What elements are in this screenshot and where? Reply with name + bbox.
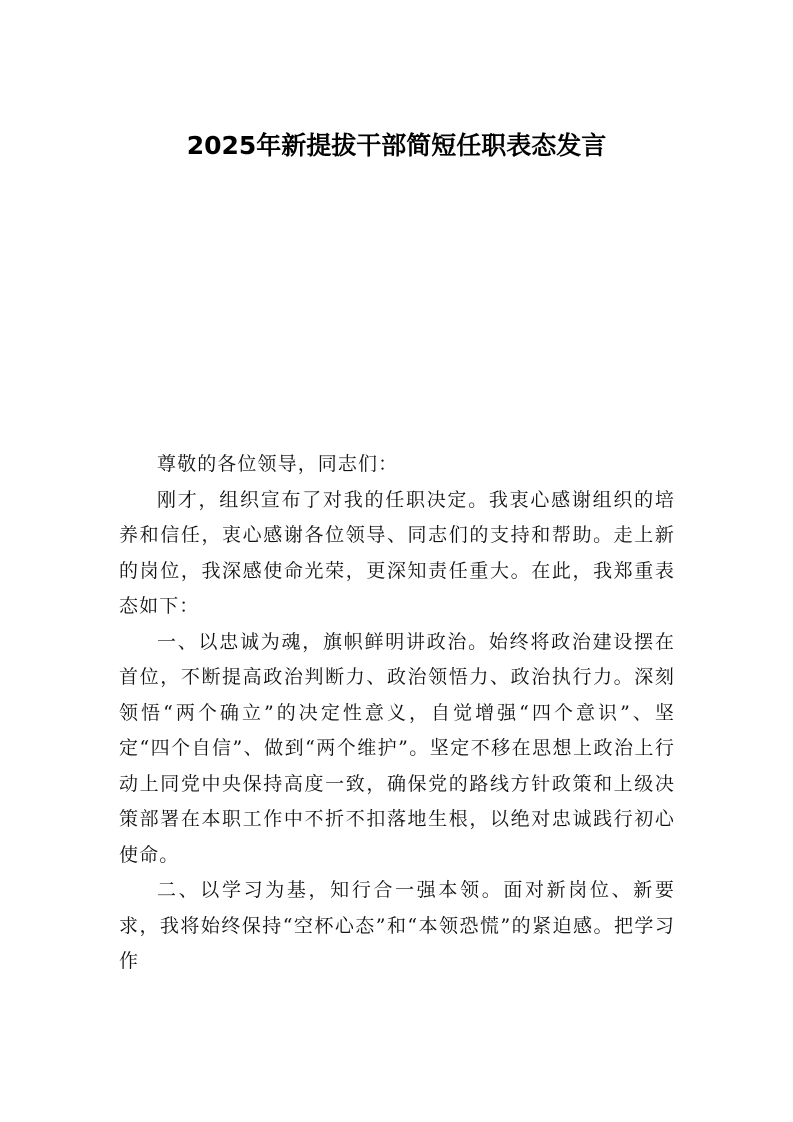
- intro-paragraph: 刚才，组织宣布了对我的任职决定。我衷心感谢组织的培养和信任，衷心感谢各位领导、同志们的支持和帮助。走上新的岗位，我深感使命光荣，更深知责任重大。在此，我郑重表态如下：: [119, 488, 675, 617]
- point-two-paragraph: 二、以学习为基，知行合一强本领。面对新岗位、新要求，我将始终保持“空杯心态”和“本领恐慌”的紧迫感。把学习作: [119, 879, 675, 972]
- document-body: [119, 447, 675, 980]
- document-title: 2025年新提拔干部简短任职表态发言: [186, 131, 607, 160]
- salutation-paragraph: 尊敬的各位领导，同志们：: [157, 453, 399, 475]
- point-one-paragraph: 一、以忠诚为魂，旗帜鲜明讲政治。始终将政治建设摆在首位，不断提高政治判断力、政治领悟力、政治执行力。深刻领悟“两个确立”的决定性意义，自觉增强“四个意识”、坚定“四个自信”、做到“两个维护”。坚定不移在思想上政治上行动上同党中央保持高度一致，确保党的路线方针政策和上级决策部署在本职工作中不折不扣落地生根，以绝对忠诚践行初心使命。: [119, 630, 675, 866]
